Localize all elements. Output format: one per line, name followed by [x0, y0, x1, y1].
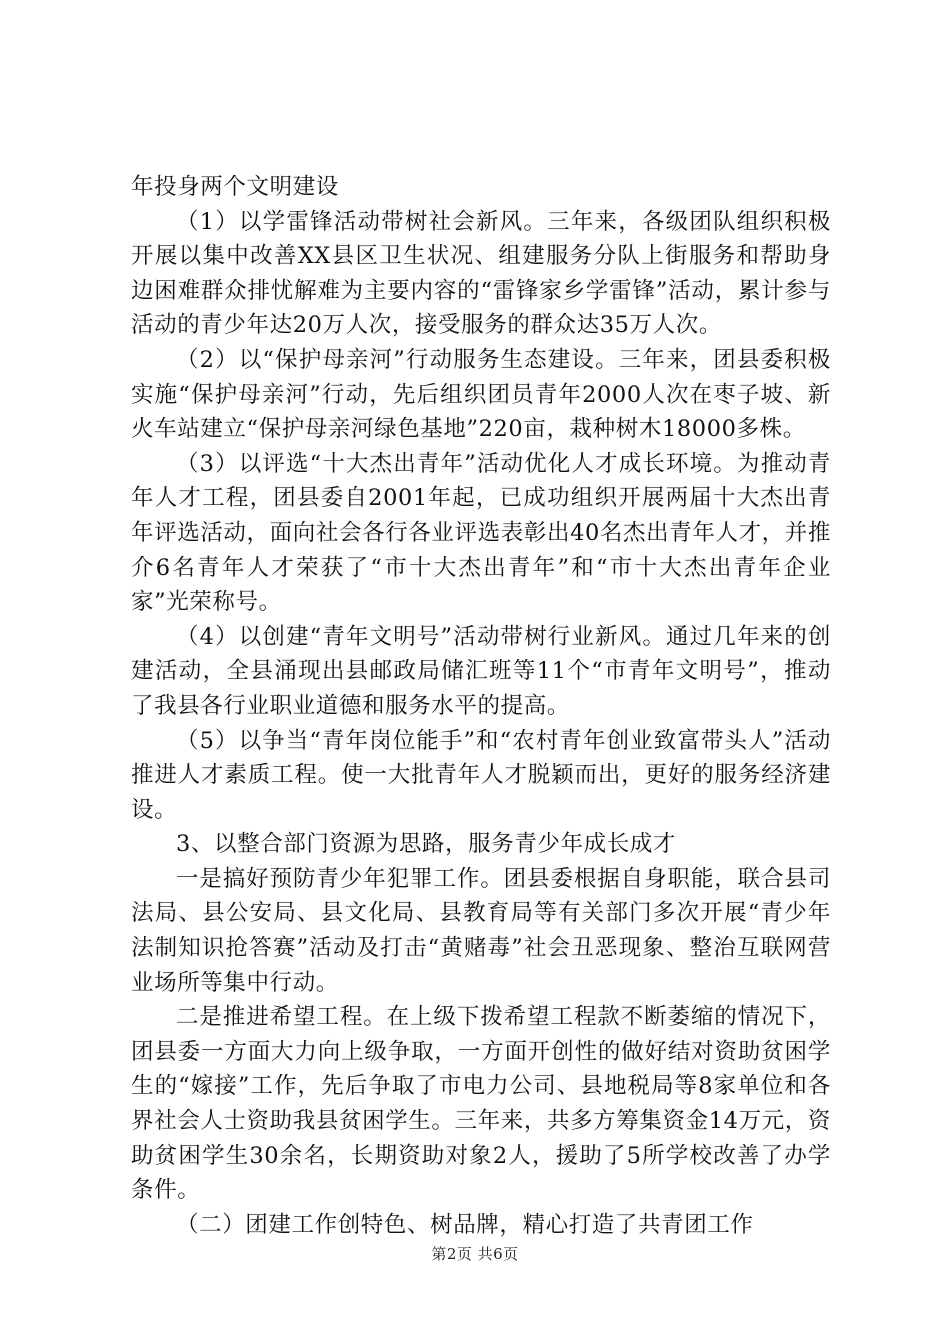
paragraph-item-1: （1）以学雷锋活动带树社会新风。三年来，各级团队组织积极开展以集中改善XX县区卫生状况、组建服务分队上街服务和帮助身边困难群众排忧解难为主要内容的“雷锋家乡学雷锋”活动，累计参与活动的青少年达20万人次，接受服务的群众达35万人次。 [131, 208, 831, 339]
page-number-footer: 第2页 共6页 [431, 1245, 519, 1263]
paragraph-item-3: （3）以评选“十大杰出青年”活动优化人才成长环境。为推动青年人才工程，团县委自2001年起，已成功组织开展两届十大杰出青年评选活动，面向社会各行各业评选表彰出40名杰出青年人才，并推介6名青年人才荣获了“市十大杰出青年”和“市十大杰出青年企业家”光荣称号。 [131, 450, 831, 616]
section-heading-3: 3、以整合部门资源为思路，服务青少年成长成才 [176, 831, 677, 858]
paragraph-hope-project: 二是推进希望工程。在上级下拨希望工程款不断萎缩的情况下，团县委一方面大力向上级争取，一方面开创性的做好结对资助贫困学生的“嫁接”工作，先后争取了市电力公司、县地税局等8家单位和各界社会人士资助我县贫困学生。三年来，共多方筹集资金14万元，资助贫困学生30余名，长期资助对象2人，援助了5所学校改善了办学条件。 [131, 1004, 831, 1204]
paragraph-continuation: 年投身两个文明建设 [131, 174, 339, 200]
section-heading-2: （二）团建工作创特色、树品牌，精心打造了共青团工作 [176, 1211, 754, 1238]
paragraph-crime-prevention: 一是搞好预防青少年犯罪工作。团县委根据自身职能，联合县司法局、县公安局、县文化局、县教育局等有关部门多次开展“青少年法制知识抢答赛”活动及打击“黄赌毒”社会丑恶现象、整治互联网营业场所等集中行动。 [131, 865, 831, 996]
paragraph-item-5: （5）以争当“青年岗位能手”和“农村青年创业致富带头人”活动推进人才素质工程。使一大批青年人才脱颖而出，更好的服务经济建设。 [131, 727, 831, 823]
document-body [131, 170, 831, 1242]
paragraph-item-2: （2）以“保护母亲河”行动服务生态建设。三年来，团县委积极实施“保护母亲河”行动，先后组织团员青年2000人次在枣子坡、新火车站建立“保护母亲河绿色基地”220亩，栽种树木18000多株。 [131, 346, 831, 443]
paragraph-item-4: （4）以创建“青年文明号”活动带树行业新风。通过几年来的创建活动，全县涌现出县邮政局储汇班等11个“市青年文明号”，推动了我县各行业职业道德和服务水平的提高。 [131, 623, 831, 719]
